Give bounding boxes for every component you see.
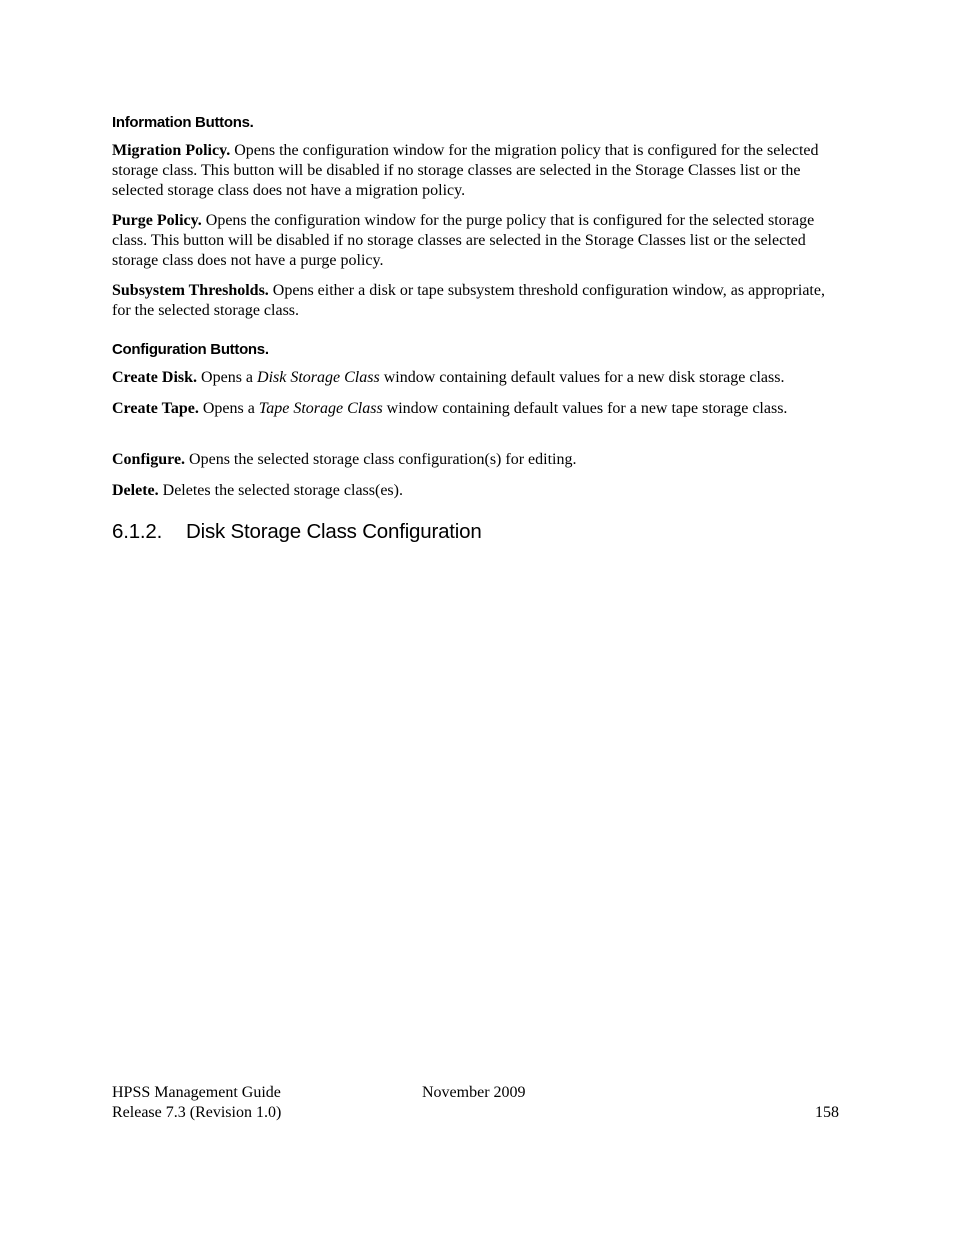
create-tape-italic: Tape Storage Class xyxy=(258,400,383,417)
section-title-text: Disk Storage Class Configuration xyxy=(186,520,482,543)
create-tape-pre: Opens a xyxy=(198,400,259,417)
migration-policy-paragraph xyxy=(112,141,847,200)
create-disk-post: window containing default values for a new disk storage class. xyxy=(379,369,785,386)
configuration-buttons-heading: Configuration Buttons. xyxy=(112,341,269,358)
footer-release: Release 7.3 (Revision 1.0) xyxy=(112,1104,282,1121)
create-disk-term: Create Disk. xyxy=(112,369,198,386)
subsystem-thresholds-term: Subsystem Thresholds. xyxy=(112,282,269,299)
footer-page-number: 158 xyxy=(815,1104,839,1121)
create-disk-paragraph xyxy=(112,368,847,388)
purge-policy-term: Purge Policy. xyxy=(112,212,202,229)
section-number: 6.1.2. xyxy=(112,520,163,543)
footer-date: November 2009 xyxy=(422,1084,526,1101)
delete-text: Deletes the selected storage class(es). xyxy=(158,482,403,499)
migration-policy-term: Migration Policy. xyxy=(112,142,231,159)
section-heading xyxy=(112,519,482,545)
configure-term: Configure. xyxy=(112,451,186,468)
create-tape-term: Create Tape. xyxy=(112,400,199,417)
delete-paragraph xyxy=(112,481,847,501)
purge-policy-text: Opens the configuration window for the purge policy that is configured for the selected storage class. This button will be disabled if no storage classes are selected in the Storage Classes list or the selected storage class does not have a purge policy. xyxy=(112,212,815,269)
create-disk-italic: Disk Storage Class xyxy=(257,369,380,386)
create-tape-paragraph xyxy=(112,399,847,419)
migration-policy-text: Opens the configuration window for the migration policy that is configured for the selected storage class. This button will be disabled if no storage classes are selected in the Storage Classes list or the selected storage class does not have a migration policy. xyxy=(112,142,819,199)
configure-text: Opens the selected storage class configuration(s) for editing. xyxy=(185,451,577,468)
configure-paragraph xyxy=(112,450,847,470)
subsystem-thresholds-text: Opens either a disk or tape subsystem threshold configuration window, as appropriate, for the selected storage class. xyxy=(112,282,825,319)
create-tape-post: window containing default values for a new tape storage class. xyxy=(382,400,788,417)
footer-guide: HPSS Management Guide xyxy=(112,1084,281,1101)
subsystem-thresholds-paragraph xyxy=(112,281,847,321)
create-disk-pre: Opens a xyxy=(197,369,258,386)
delete-term: Delete. xyxy=(112,482,159,499)
purge-policy-paragraph xyxy=(112,211,847,270)
information-buttons-heading: Information Buttons. xyxy=(112,114,254,131)
